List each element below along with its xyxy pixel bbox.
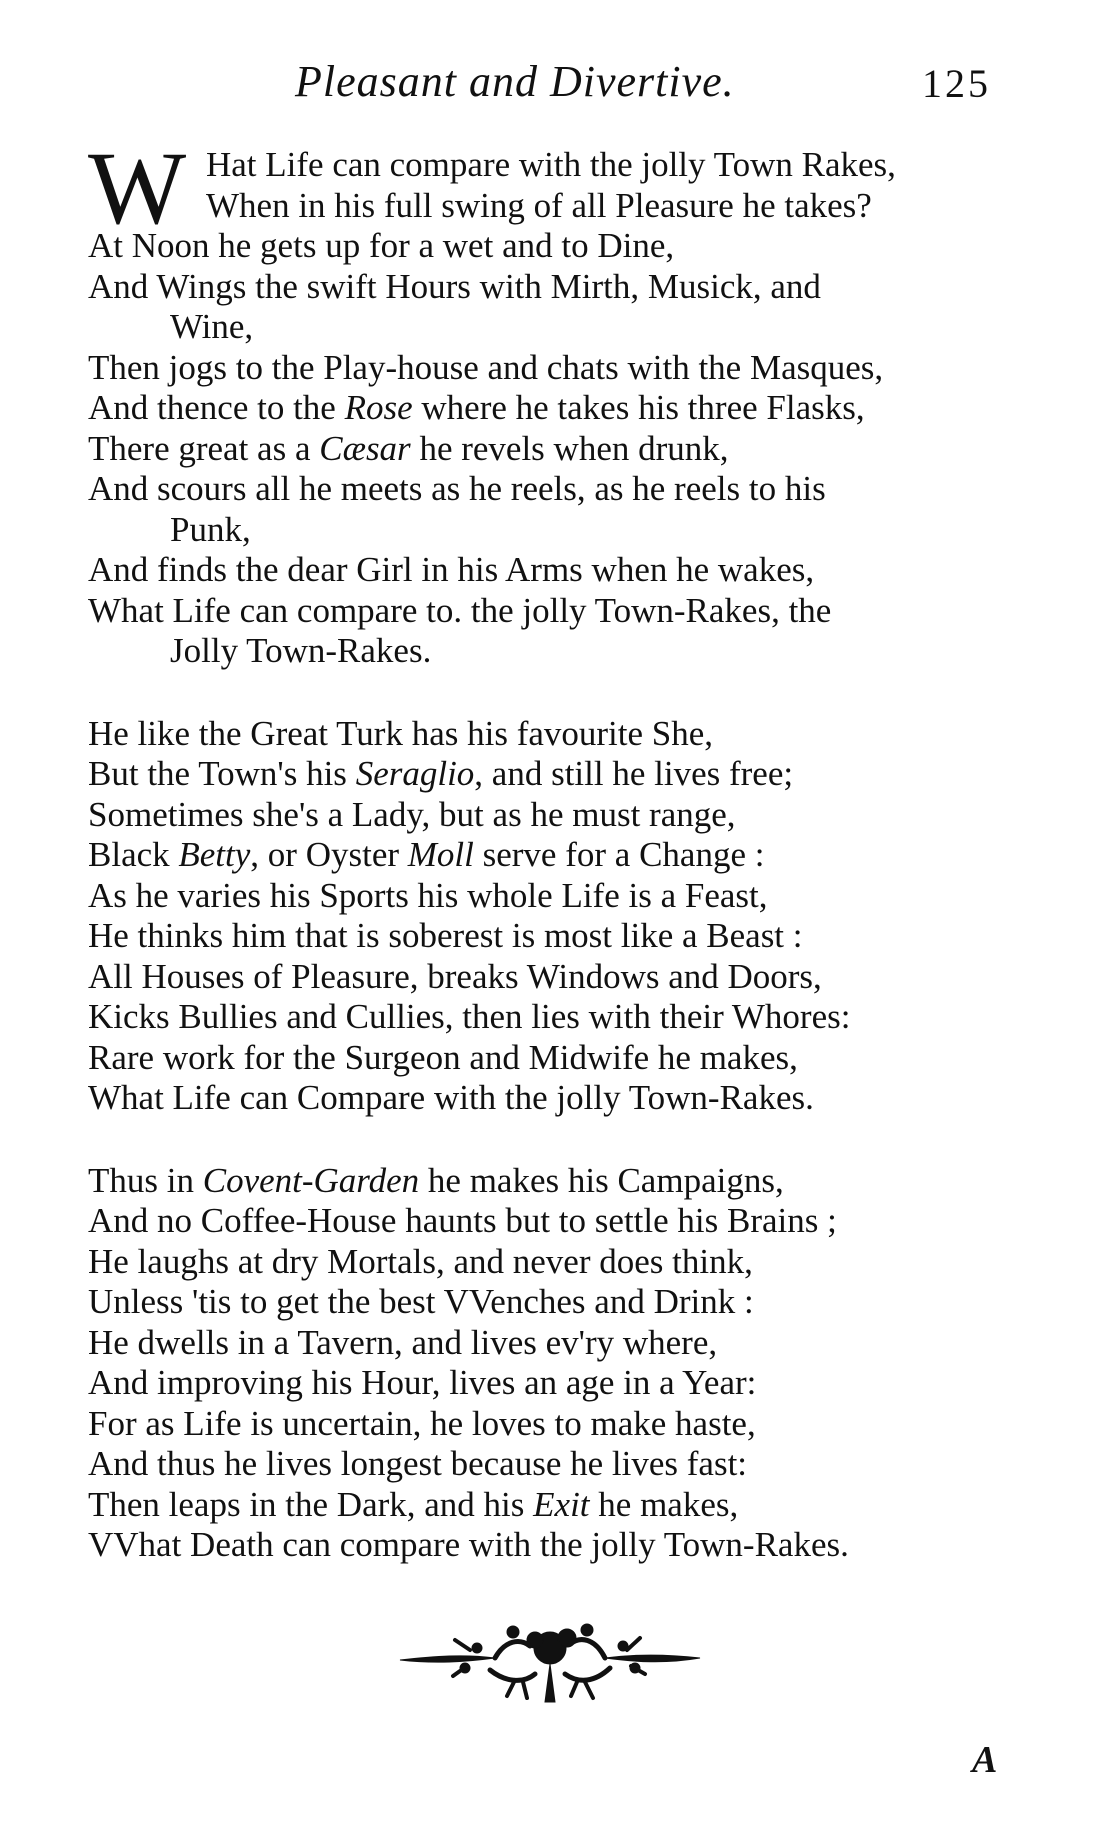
- verse-line: [88, 510, 1008, 551]
- verse-line: [88, 186, 1008, 227]
- verse-line: [88, 1525, 1008, 1566]
- floral-tailpiece-icon: [395, 1610, 705, 1710]
- verse-text: Thus in: [88, 1160, 203, 1200]
- verse-text: Punk,: [170, 509, 251, 549]
- verse-text: VVhat Death can compare with the jolly Town-Rakes.: [88, 1525, 849, 1564]
- verse-text: And thus he lives longest because he lives fast:: [88, 1444, 748, 1483]
- italic-place-name: Rose: [344, 388, 413, 427]
- verse-text: where he takes his three Flasks,: [412, 388, 865, 427]
- verse-text: He laughs at dry Mortals, and never does think,: [88, 1241, 753, 1281]
- verse-text: Then leaps in the Dark, and his: [88, 1484, 534, 1524]
- verse-line: [88, 1485, 1008, 1526]
- verse-text: And finds the dear Girl in his Arms when he wakes,: [88, 550, 815, 589]
- verse-line: [88, 916, 1008, 957]
- verse-text: , or Oyster: [250, 835, 408, 874]
- verse-line: [88, 1363, 1008, 1404]
- verse-line: [88, 876, 1008, 917]
- verse-line: [88, 1323, 1008, 1364]
- italic-word: Seraglio: [355, 754, 475, 793]
- drop-cap: W: [88, 131, 187, 246]
- poem-body: [88, 131, 1008, 1566]
- stanza-break: [88, 672, 1008, 714]
- verse-text: And scours all he meets as he reels, as he reels to his: [88, 469, 826, 508]
- verse-line: [88, 267, 1008, 308]
- verse-text: When in his full swing of all Pleasure he takes?: [206, 185, 872, 225]
- verse-text: Then jogs to the Play-house and chats with the Masques,: [88, 347, 884, 387]
- verse-text: As he varies his Sports his whole Life is a Feast,: [88, 875, 768, 915]
- stanza-break: [88, 1119, 1008, 1161]
- running-title: Pleasant and Divertive.: [295, 57, 735, 106]
- verse-line: [88, 226, 1008, 267]
- verse-line: [88, 145, 1008, 186]
- verse-text: He like the Great Turk has his favourite She,: [88, 713, 714, 753]
- verse-text: And improving his Hour, lives an age in a Year:: [88, 1363, 757, 1402]
- verse-text: serve for a Change :: [473, 835, 765, 874]
- verse-line: [88, 997, 1008, 1038]
- verse-text: But the Town's his: [88, 754, 356, 793]
- verse-text: Rare work for the Surgeon and Midwife he makes,: [88, 1037, 798, 1077]
- verse-text: he revels when drunk,: [410, 428, 729, 468]
- verse-line: [88, 795, 1008, 836]
- verse-text: Black: [88, 835, 179, 874]
- verse-text: Hat Life can compare with the jolly Town Rakes,: [206, 145, 896, 184]
- verse-line: [88, 307, 1008, 348]
- signature-mark: A: [972, 1739, 998, 1781]
- verse-text: He thinks him that is soberest is most like a Beast :: [88, 916, 803, 955]
- verse-text: , and still he lives free;: [474, 754, 794, 793]
- verse-line: [88, 550, 1008, 591]
- verse-line: [88, 388, 1008, 429]
- verse-line: [88, 1444, 1008, 1485]
- verse-text: Wine,: [170, 307, 254, 346]
- verse-line: [88, 957, 1008, 998]
- verse-line: [88, 348, 1008, 389]
- verse-text: And Wings the swift Hours with Mirth, Musick, and: [88, 266, 821, 306]
- verse-text: Jolly Town-Rakes.: [170, 631, 432, 670]
- page-number: 125: [922, 61, 991, 106]
- verse-text: Unless 'tis to get the best VVenches and Drink :: [88, 1282, 754, 1321]
- italic-place-name: Covent-Garden: [202, 1160, 420, 1200]
- verse-line: [88, 1404, 1008, 1445]
- verse-line: [88, 631, 1008, 672]
- verse-text: For as Life is uncertain, he loves to make haste,: [88, 1403, 756, 1443]
- page-header: [0, 56, 1098, 126]
- verse-line: [88, 1161, 1008, 1202]
- italic-name: Cæsar: [319, 428, 411, 468]
- verse-text: What Life can Compare with the jolly Town-Rakes.: [88, 1078, 814, 1117]
- verse-line: [88, 714, 1008, 755]
- verse-line: [88, 754, 1008, 795]
- verse-line: [88, 1078, 1008, 1119]
- verse-line: [88, 1242, 1008, 1283]
- verse-text: He dwells in a Tavern, and lives ev'ry where,: [88, 1322, 718, 1362]
- verse-text: And no Coffee-House haunts but to settle his Brains ;: [88, 1201, 837, 1240]
- verse-line: [88, 429, 1008, 470]
- verse-text: All Houses of Pleasure, breaks Windows and Doors,: [88, 956, 822, 996]
- verse-line: [88, 1282, 1008, 1323]
- verse-line: [88, 1201, 1008, 1242]
- verse-text: he makes his Campaigns,: [419, 1160, 784, 1200]
- verse-text: At Noon he gets up for a wet and to Dine,: [88, 226, 675, 265]
- verse-text: And thence to the: [88, 388, 345, 427]
- verse-text: he makes,: [589, 1484, 739, 1524]
- verse-line: [88, 1038, 1008, 1079]
- verse-line: [88, 591, 1008, 632]
- verse-text: Sometimes she's a Lady, but as he must range,: [88, 794, 736, 834]
- verse-text: What Life can compare to. the jolly Town-Rakes, the: [88, 590, 832, 630]
- verse-line: [88, 469, 1008, 510]
- italic-name: Moll: [407, 835, 474, 874]
- italic-word: Exit: [533, 1484, 590, 1524]
- italic-name: Betty: [178, 835, 251, 874]
- verse-text: Kicks Bullies and Cullies, then lies with their Whores:: [88, 997, 851, 1036]
- verse-line: [88, 835, 1008, 876]
- verse-text: There great as a: [88, 428, 320, 468]
